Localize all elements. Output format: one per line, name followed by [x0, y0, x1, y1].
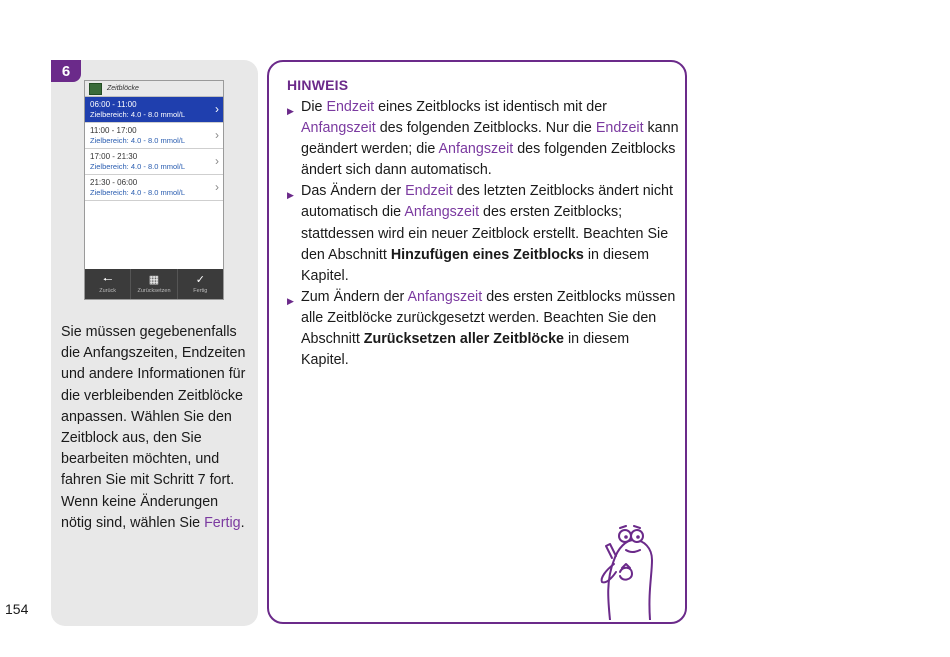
note-text: des letzten Zeitblocks ändert nicht automatisch die: [301, 183, 673, 221]
triangle-bullet-icon: ▶: [287, 295, 294, 306]
note-text: Die: [301, 99, 327, 115]
page-number: 154: [5, 601, 29, 617]
note-title: HINWEIS: [287, 77, 349, 93]
step-instructions: [61, 322, 251, 534]
done-term: Fertig: [204, 514, 241, 531]
time-block-range: Zielbereich: 4.0 - 8.0 mmol/L: [90, 110, 186, 119]
chevron-right-icon: ›: [215, 154, 219, 168]
term-highlight: Endzeit: [405, 183, 453, 200]
instruction-text: Sie müssen gegebenenfalls die Anfangszeiten, Endzeiten und andere Informationen für die verbleibenden Zeitblöcke anpassen. Wählen Sie den Zeitblock aus, den Sie bearbeiten möchten, und fahren Sie mit Schritt 7 fort. Wenn keine Änderungen nötig sind, wählen Sie: [61, 324, 246, 531]
time-block-time: 11:00 - 17:00: [90, 126, 137, 135]
triangle-bullet-icon: ▶: [287, 190, 294, 201]
back-button-label: Zurück: [99, 288, 117, 294]
note-item: [287, 97, 679, 181]
eraser-icon: ▦: [148, 274, 160, 286]
term-highlight: Endzeit: [326, 99, 375, 115]
step-number-badge: 6: [51, 60, 81, 82]
time-block-row[interactable]: [85, 97, 223, 123]
note-text: des folgenden Zeitblocks. Nur die: [375, 120, 596, 137]
device-button-bar: [85, 269, 223, 299]
chevron-right-icon: ›: [215, 102, 219, 116]
note-list: [287, 97, 679, 371]
time-block-row[interactable]: [85, 123, 223, 149]
note-text: Zum Ändern der: [301, 288, 408, 305]
checkmark-icon: ✓: [195, 274, 205, 286]
time-block-range: Zielbereich: 4.0 - 8.0 mmol/L: [90, 188, 186, 197]
device-screenshot: [84, 80, 224, 300]
note-text: kann geändert werden; die: [301, 120, 679, 158]
note-text: in diesem Kapitel.: [301, 331, 630, 369]
arrow-left-icon: 🠐: [102, 274, 113, 286]
note-text: des folgenden Zeitblocks ändert sich dann automatisch.: [301, 141, 676, 179]
note-text: eines Zeitblocks ist identisch mit der: [374, 99, 607, 115]
note-text: in diesem Kapitel.: [301, 246, 650, 284]
device-title-bar: [85, 81, 223, 97]
time-block-row[interactable]: [85, 149, 223, 175]
done-button[interactable]: [178, 269, 223, 299]
note-text: des ersten Zeitblocks; stattdessen wird ein neuer Zeitblock erstellt. Beachten Sie den Abschnitt: [301, 204, 669, 263]
term-highlight: Anfangszeit: [407, 288, 483, 305]
chevron-right-icon: ›: [215, 180, 219, 194]
chevron-right-icon: ›: [215, 128, 219, 142]
time-blocks-app-icon: [89, 83, 102, 95]
time-block-range: Zielbereich: 4.0 - 8.0 mmol/L: [90, 162, 186, 171]
reset-button[interactable]: [131, 269, 177, 299]
mascot-character-icon: [592, 520, 662, 620]
back-button[interactable]: [85, 269, 131, 299]
note-text: Das Ändern der: [301, 183, 406, 200]
term-highlight: Anfangszeit: [301, 120, 376, 137]
term-highlight: Endzeit: [595, 120, 644, 137]
time-block-time: 06:00 - 11:00: [90, 100, 137, 109]
term-highlight: Anfangszeit: [438, 141, 514, 158]
device-title: Zeitblöcke: [107, 85, 139, 92]
instruction-end: .: [240, 514, 245, 531]
term-highlight: Anfangszeit: [404, 204, 480, 221]
section-reference: Zurücksetzen aller Zeitblöcke: [363, 331, 565, 348]
note-item: [287, 287, 679, 371]
done-button-label: Fertig: [193, 288, 208, 294]
reset-button-label: Zurücksetzen: [137, 288, 171, 294]
time-block-range: Zielbereich: 4.0 - 8.0 mmol/L: [90, 136, 186, 145]
triangle-bullet-icon: ▶: [287, 106, 294, 116]
section-reference: Hinzufügen eines Zeitblocks: [390, 246, 584, 263]
time-block-time: 21:30 - 06:00: [90, 178, 138, 187]
note-text: des ersten Zeitblocks müssen alle Zeitblöcke zurückgesetzt werden. Beachten Sie den Abschnitt: [301, 288, 676, 348]
time-block-time: 17:00 - 21:30: [90, 152, 138, 161]
time-block-row[interactable]: [85, 175, 223, 201]
note-item: [287, 181, 679, 286]
